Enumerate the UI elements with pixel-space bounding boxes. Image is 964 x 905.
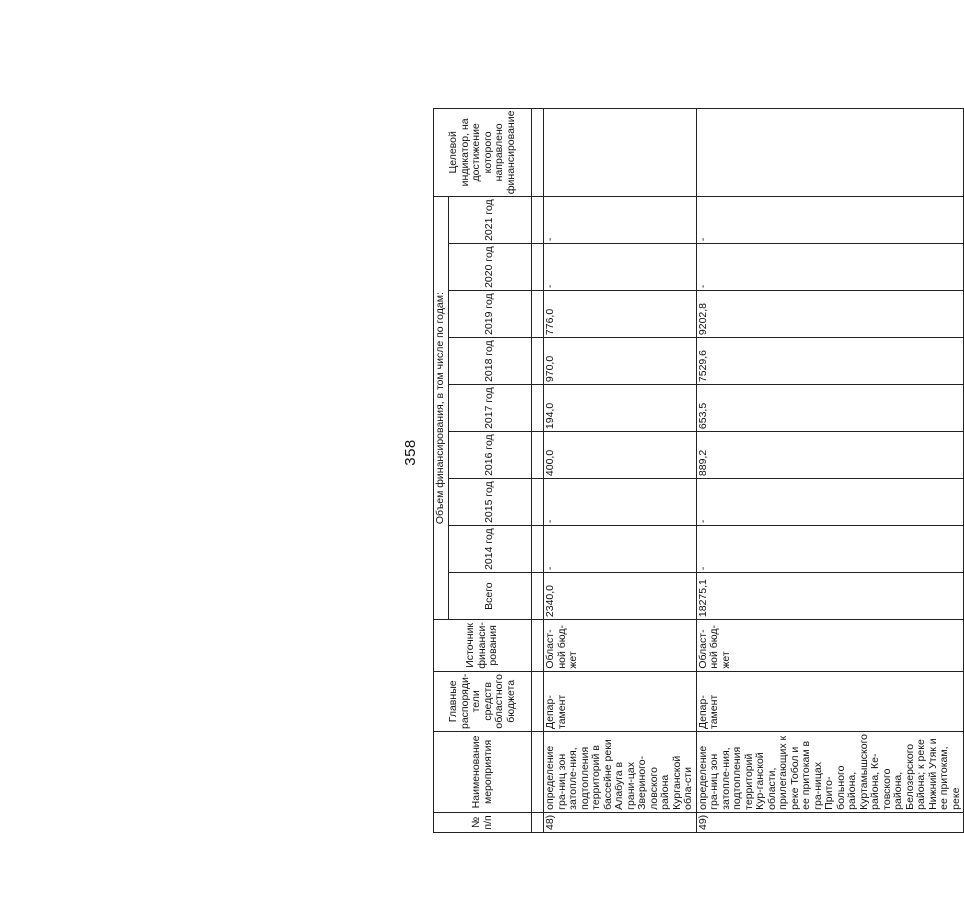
index-cell	[532, 812, 544, 832]
index-cell	[532, 479, 544, 526]
header-source: Источник финанси-рования	[434, 620, 532, 672]
header-volume-group: Объем финансирования, в том числе по годам:	[434, 197, 449, 620]
header-target: Целевой индикатор, на достижение которого направлено финансирование	[434, 108, 532, 197]
table-row	[544, 108, 697, 832]
row-year-value: -	[544, 479, 697, 526]
row-event: определение гра-ниц зон затопле-ния, подтопления территорий в бассейне реки Алабуга в грани-цах Звериного-ловского района Курганской обла-сти	[544, 732, 697, 813]
row-num: 48)	[544, 812, 697, 832]
row-event: определение гра-ниц зон затопле-ния, подтопления территорий Кур-ганской области, прилегающих к реке Тобол и ее притокам в гра-ницах Прито-больного района, Куртамышского района, Ке-товского района, Белозерского района; к реке Нижний Утяк и ее притокам, реке	[696, 732, 964, 813]
row-year-value: 653,5	[696, 385, 964, 432]
header-year: 2017 год	[449, 385, 532, 432]
header-year: 2014 год	[449, 526, 532, 573]
row-year-value: 194,0	[544, 385, 697, 432]
row-manager: Депар-тамент	[544, 671, 697, 731]
row-total: 2340,0	[544, 573, 697, 620]
row-source: Област-ной бюд-жет	[696, 620, 964, 672]
table-row	[696, 108, 964, 832]
header-year: 2015 год	[449, 479, 532, 526]
header-num: № п/п	[434, 812, 532, 832]
row-year-value: 9202,8	[696, 291, 964, 338]
index-cell	[532, 244, 544, 291]
index-cell	[532, 385, 544, 432]
row-year-value: -	[696, 479, 964, 526]
row-year-value: -	[696, 244, 964, 291]
row-manager: Депар-тамент	[696, 671, 964, 731]
row-year-value: -	[544, 244, 697, 291]
header-event: Наименование мероприятия	[434, 732, 532, 813]
header-year: 2020 год	[449, 244, 532, 291]
page-number: 358	[402, 439, 419, 466]
row-year-value: 400,0	[544, 432, 697, 479]
header-year: 2018 год	[449, 338, 532, 385]
funding-table	[433, 108, 964, 833]
index-cell	[532, 432, 544, 479]
column-index-row	[532, 108, 544, 832]
header-year: 2016 год	[449, 432, 532, 479]
row-year-value: -	[544, 197, 697, 244]
index-cell	[532, 197, 544, 244]
row-year-value: -	[696, 526, 964, 573]
row-num: 49)	[696, 812, 964, 832]
index-cell	[532, 338, 544, 385]
row-year-value: 889,2	[696, 432, 964, 479]
row-year-value: 970,0	[544, 338, 697, 385]
index-cell	[532, 573, 544, 620]
row-year-value: 776,0	[544, 291, 697, 338]
header-managers: Главные распоряди-тели средств областного бюджета	[434, 671, 532, 731]
row-target	[696, 108, 964, 197]
index-cell	[532, 671, 544, 731]
index-cell	[532, 526, 544, 573]
index-cell	[532, 108, 544, 197]
index-cell	[532, 620, 544, 672]
row-target	[544, 108, 697, 197]
row-year-value: -	[544, 526, 697, 573]
row-source: Област-ной бюд-жет	[544, 620, 697, 672]
row-year-value: -	[696, 197, 964, 244]
row-year-value: 7529,6	[696, 338, 964, 385]
header-row-1	[434, 108, 449, 832]
index-cell	[532, 291, 544, 338]
header-year: 2021 год	[449, 197, 532, 244]
row-total: 18275,1	[696, 573, 964, 620]
index-cell	[532, 732, 544, 813]
header-year: 2019 год	[449, 291, 532, 338]
header-total: Всего	[449, 573, 532, 620]
